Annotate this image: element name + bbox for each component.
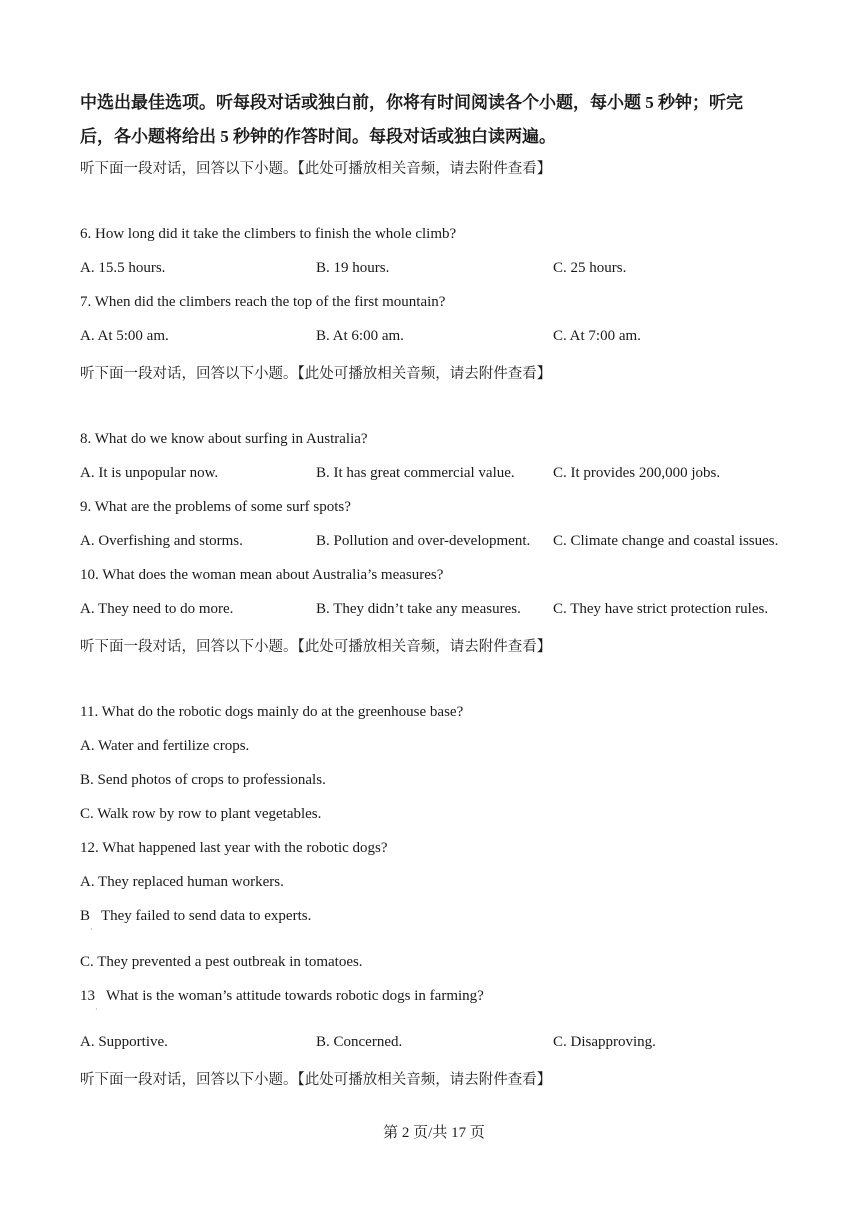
- question-13-options: [80, 1034, 800, 1054]
- question-10-stem: 10. What does the woman mean about Australia’s measures?: [80, 567, 444, 583]
- audio-note-2: 听下面一段对话，回答以下小题。【此处可播放相关音频，请去附件查看】: [80, 366, 552, 382]
- option-b: B. At 6:00 am.: [316, 328, 404, 344]
- option-b: B. They didn’t take any measures.: [316, 601, 521, 617]
- question-12-option-b: B They failed to send data to experts.: [80, 908, 312, 924]
- option-a: A. It is unpopular now.: [80, 465, 219, 481]
- stray-dot: ·: [90, 925, 93, 934]
- question-7-options: [80, 328, 800, 348]
- question-13-stem: 13 What is the woman’s attitude towards robotic dogs in farming?: [80, 988, 484, 1004]
- question-9-options: [80, 533, 800, 553]
- option-c: C. At 7:00 am.: [553, 328, 641, 344]
- question-8-stem: 8. What do we know about surfing in Australia?: [80, 431, 368, 447]
- option-b: B. Pollution and over-development.: [316, 533, 531, 549]
- question-12-option-c: C. They prevented a pest outbreak in tomatoes.: [80, 954, 363, 970]
- option-c: C. Disapproving.: [553, 1034, 656, 1050]
- audio-note-4: 听下面一段对话，回答以下小题。【此处可播放相关音频，请去附件查看】: [80, 1072, 552, 1088]
- page-footer: 第 2 页/共 17 页: [383, 1125, 485, 1141]
- question-9-stem: 9. What are the problems of some surf spots?: [80, 499, 351, 515]
- question-11-option-b: B. Send photos of crops to professionals.: [80, 772, 326, 788]
- instructions-line-2: 后，各小题将给出 5 秒钟的作答时间。每段对话或独白读两遍。: [80, 127, 556, 146]
- option-c: C. 25 hours.: [553, 260, 627, 276]
- option-a: A. At 5:00 am.: [80, 328, 169, 344]
- question-11-option-a: A. Water and fertilize crops.: [80, 738, 250, 754]
- audio-note-1: 听下面一段对话，回答以下小题。【此处可播放相关音频，请去附件查看】: [80, 161, 552, 177]
- option-b: B. It has great commercial value.: [316, 465, 515, 481]
- question-8-options: [80, 465, 800, 485]
- option-b: B. 19 hours.: [316, 260, 390, 276]
- audio-note-3: 听下面一段对话，回答以下小题。【此处可播放相关音频，请去附件查看】: [80, 639, 552, 655]
- option-c: C. They have strict protection rules.: [553, 601, 769, 617]
- question-11-stem: 11. What do the robotic dogs mainly do at the greenhouse base?: [80, 704, 464, 720]
- question-6-options: [80, 260, 800, 280]
- option-a: A. Overfishing and storms.: [80, 533, 243, 549]
- option-c: C. It provides 200,000 jobs.: [553, 465, 721, 481]
- option-a: A. They need to do more.: [80, 601, 234, 617]
- option-b: B. Concerned.: [316, 1034, 403, 1050]
- question-6-stem: 6. How long did it take the climbers to finish the whole climb?: [80, 226, 457, 242]
- instructions-line-1: 中选出最佳选项。听每段对话或独白前，你将有时间阅读各个小题，每小题 5 秒钟；听完: [80, 93, 743, 112]
- question-7-stem: 7. When did the climbers reach the top of the first mountain?: [80, 294, 446, 310]
- option-c: C. Climate change and coastal issues.: [553, 533, 779, 549]
- stray-dot: ·: [95, 1005, 98, 1014]
- question-12-option-a: A. They replaced human workers.: [80, 874, 284, 890]
- option-a: A. Supportive.: [80, 1034, 168, 1050]
- question-12-stem: 12. What happened last year with the robotic dogs?: [80, 840, 388, 856]
- question-11-option-c: C. Walk row by row to plant vegetables.: [80, 806, 322, 822]
- question-10-options: [80, 601, 800, 621]
- option-a: A. 15.5 hours.: [80, 260, 166, 276]
